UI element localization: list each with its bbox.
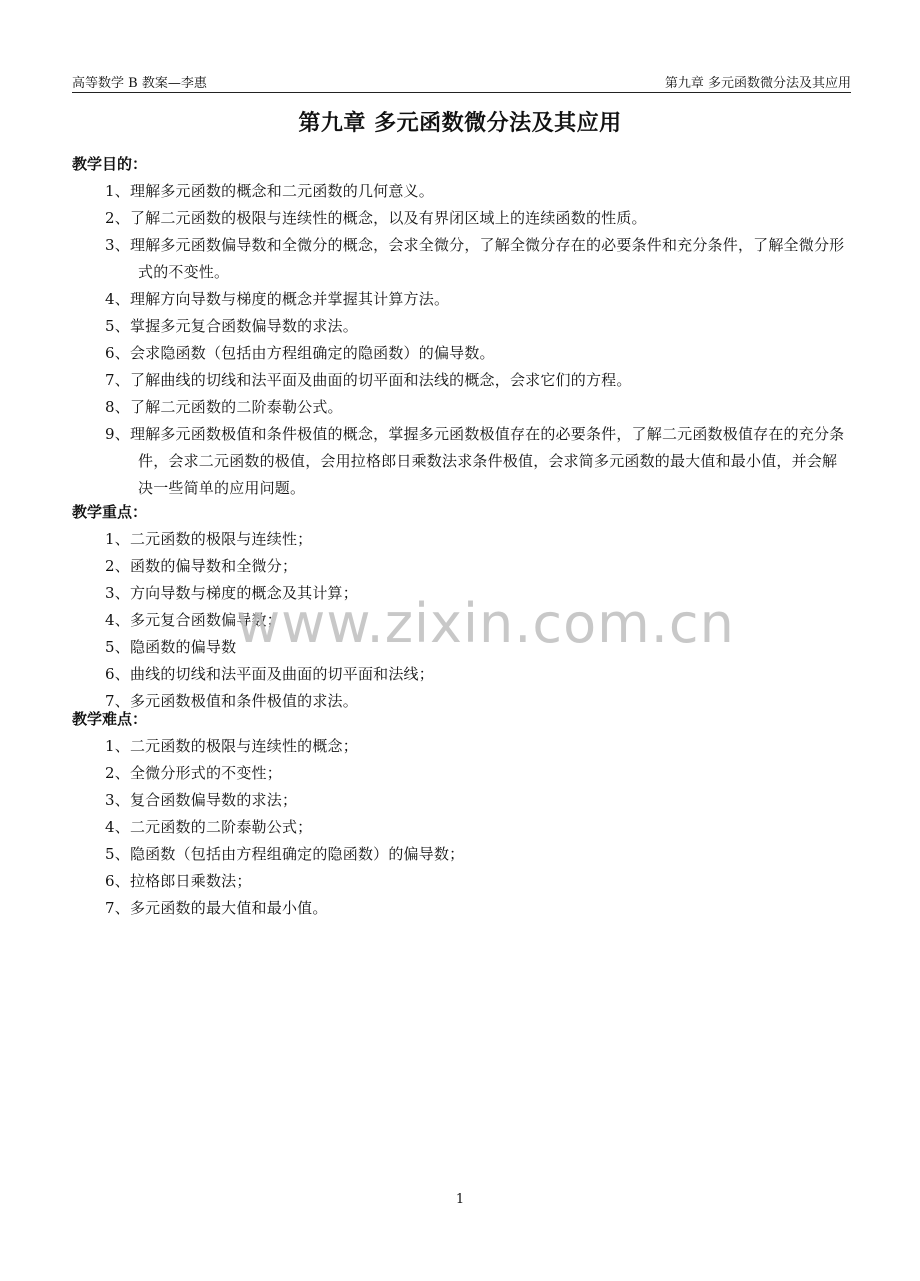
list-item: 2、全微分形式的不变性； [105,764,282,782]
list-item: 9、理解多元函数极值和条件极值的概念，掌握多元函数极值存在的必要条件，了解二元函数极值存在的充分条件，会求二元函数的极值，会用拉格郎日乘数法求条件极值，会求简多元函数的最大值和最小值，并会解决一些简单的应用问题。 [105,425,845,497]
page-number: 1 [455,1192,465,1207]
list-item: 3、理解多元函数偏导数和全微分的概念，会求全微分，了解全微分存在的必要条件和充分条件，了解全微分形式的不变性。 [105,236,845,281]
list-item: 6、拉格郎日乘数法； [105,872,252,890]
list-item: 2、了解二元函数的极限与连续性的概念，以及有界闭区域上的连续函数的性质。 [105,209,647,227]
header-left-text: 高等数学 B 教案—李惠 [72,76,207,91]
list-item: 7、了解曲线的切线和法平面及曲面的切平面和法线的概念，会求它们的方程。 [105,371,632,389]
list-item: 1、二元函数的极限与连续性； [105,530,313,548]
page-header [72,72,851,93]
key-points-heading: 教学重点： [72,503,148,521]
list-item: 7、多元函数极值和条件极值的求法。 [105,692,358,710]
list-item: 7、多元函数的最大值和最小值。 [105,899,328,917]
list-item: 2、函数的偏导数和全微分； [105,557,298,575]
difficulties-section [72,706,852,922]
list-item: 4、多元复合函数偏导数； [105,611,282,629]
header-right-text: 第九章 多元函数微分法及其应用 [664,76,851,91]
list-item: 1、二元函数的极限与连续性的概念； [105,737,358,755]
list-item: 8、了解二元函数的二阶泰勒公式。 [105,398,343,416]
list-item: 5、隐函数的偏导数 [105,638,237,656]
list-item: 4、理解方向导数与梯度的概念并掌握其计算方法。 [105,290,450,308]
list-item: 6、会求隐函数（包括由方程组确定的隐函数）的偏导数。 [105,344,495,362]
chapter-title: 第九章 多元函数微分法及其应用 [298,111,622,136]
watermark: www.zixin.com.cn [236,592,735,655]
objectives-heading: 教学目的： [72,155,148,173]
difficulties-heading: 教学难点： [72,710,148,728]
list-item: 3、方向导数与梯度的概念及其计算； [105,584,358,602]
list-item: 5、隐函数（包括由方程组确定的隐函数）的偏导数； [105,845,465,863]
objectives-section [72,151,852,502]
list-item: 1、理解多元函数的概念和二元函数的几何意义。 [105,182,434,200]
list-item: 5、掌握多元复合函数偏导数的求法。 [105,317,358,335]
list-item: 6、曲线的切线和法平面及曲面的切平面和法线； [105,665,434,683]
list-item: 3、复合函数偏导数的求法； [105,791,298,809]
list-item: 4、二元函数的二阶泰勒公式； [105,818,313,836]
